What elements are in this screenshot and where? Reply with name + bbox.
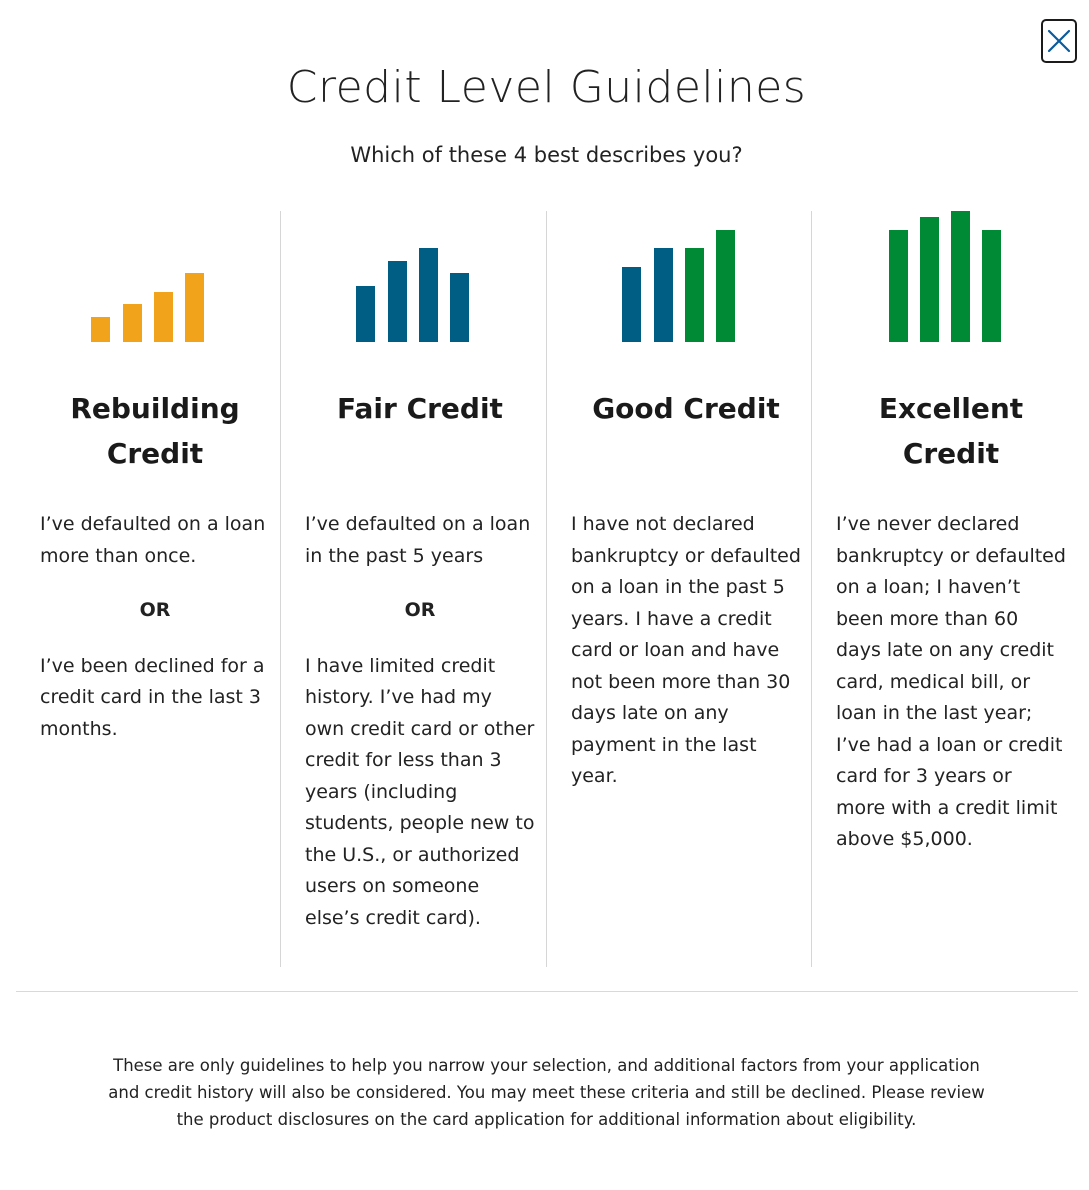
signal-bars-fair-icon — [305, 200, 535, 342]
signal-bars-good-icon — [571, 200, 801, 342]
close-button[interactable] — [1041, 19, 1077, 63]
modal-title: Credit Level Guidelines — [286, 62, 807, 113]
description-paragraph: I’ve defaulted on a loan in the past 5 years — [305, 513, 531, 567]
credit-level-title: Rebuilding Credit — [70, 392, 240, 470]
disclaimer-text: These are only guidelines to help you narrow your selection, and additional factors from your application and credit history will also be considered. You may meet these criteria and still be declined. Please review the product disclosures on the card application for additional information about eligibility. — [108, 1056, 985, 1129]
column-divider — [546, 211, 547, 967]
signal-bar — [185, 273, 204, 342]
signal-bar — [622, 267, 641, 342]
description-paragraph: I’ve never declared bankruptcy or defaulted on a loan; I haven’t been more than 60 days late on any credit card, medical bill, or loan in the last year; I’ve had a loan or credit card for 3 years or more with a credit limit above $5,000. — [836, 513, 1066, 850]
close-icon — [1047, 29, 1071, 53]
footer-divider — [16, 991, 1078, 992]
signal-bar — [154, 292, 173, 342]
or-separator: OR — [139, 599, 171, 621]
description-paragraph: I’ve been declined for a credit card in the last 3 months. — [40, 654, 265, 740]
column-divider — [811, 211, 812, 967]
credit-level-fair — [305, 200, 535, 929]
credit-level-description — [836, 509, 1066, 856]
credit-level-rebuilding — [40, 200, 270, 740]
credit-level-description — [40, 509, 270, 745]
signal-bar — [356, 286, 375, 342]
description-paragraph: I have limited credit history. I’ve had my own credit card or other credit for less than 3 years (including students, people new to the U.S., or authorized users on someone else’s credit card). — [305, 654, 535, 929]
signal-bar — [388, 261, 407, 342]
signal-bar — [951, 211, 970, 342]
signal-bar — [654, 248, 673, 342]
credit-level-title: Fair Credit — [337, 392, 503, 425]
signal-bar — [123, 304, 142, 342]
modal-subtitle: Which of these 4 best describes you? — [350, 143, 743, 167]
signal-bar — [920, 217, 939, 342]
credit-level-description — [571, 509, 801, 793]
signal-bar — [685, 248, 704, 342]
signal-bar — [716, 230, 735, 342]
signal-bar — [91, 317, 110, 342]
signal-bar — [450, 273, 469, 342]
column-divider — [280, 211, 281, 967]
or-separator: OR — [404, 599, 436, 621]
signal-bars-excellent-icon — [836, 200, 1066, 342]
signal-bar — [982, 230, 1001, 342]
description-paragraph: I have not declared bankruptcy or defaulted on a loan in the past 5 years. I have a credit card or loan and have not been more than 30 days late on any payment in the last year. — [571, 513, 801, 787]
credit-level-title: Good Credit — [592, 392, 780, 425]
signal-bar — [889, 230, 908, 342]
credit-level-good — [571, 200, 801, 787]
credit-level-excellent — [836, 200, 1066, 850]
credit-level-description — [305, 509, 535, 934]
credit-level-title: Excellent Credit — [878, 392, 1024, 470]
description-paragraph: I’ve defaulted on a loan more than once. — [40, 513, 266, 567]
signal-bars-rebuilding-icon — [40, 200, 270, 342]
signal-bar — [419, 248, 438, 342]
